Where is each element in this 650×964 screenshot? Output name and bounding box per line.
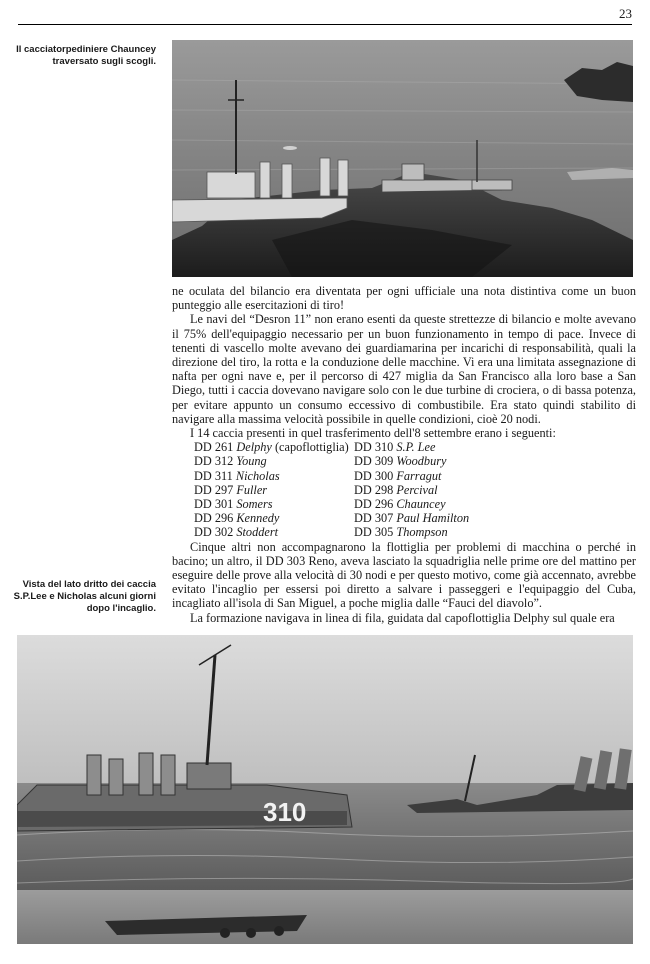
ship-number: DD 311 — [194, 468, 233, 483]
ship-entry — [354, 511, 554, 525]
ship-entry — [354, 525, 554, 539]
ship-entry — [354, 497, 554, 511]
ship-entry — [354, 483, 554, 497]
caption-top: Il cacciatorpediniere Chauncey traversato sugli scogli. — [16, 44, 156, 67]
paragraph: La formazione navigava in linea di fila, guidata dal capoflottiglia Delphy sul quale era — [190, 610, 615, 625]
ship-name: Nicholas — [235, 468, 280, 483]
ship-name: Woodbury — [396, 454, 447, 469]
paragraph: Cinque altri non accompagnarono la flottiglia per problemi di macchina o perché in bacino; un altro, il DD 303 Reno, aveva lasciato la squadriglia nelle prime ore del mattino per eseguire delle prove alla velocità di 30 nodi e per questo motivo, come già accennato, avrebbe evitato l'incaglio per essersi poi diretto a salvare i passeggeri e l'equipaggio del Cuba, incagliato all'isola di San Miguel, a poche miglia dalle “Fauci del diavolo”. — [172, 539, 636, 611]
ship-number: DD 309 — [354, 454, 394, 469]
ship-entry — [194, 525, 354, 539]
paragraph: I 14 caccia presenti in quel trasferimento dell'8 settembre erano i seguenti: — [190, 426, 556, 441]
article-body — [172, 284, 636, 625]
hull-number: 310 — [263, 797, 307, 827]
ship-number: DD 310 — [354, 440, 394, 455]
ship-entry — [194, 469, 354, 483]
ship-number: DD 300 — [354, 468, 394, 483]
ship-entry — [354, 469, 554, 483]
ship-entry — [194, 511, 354, 525]
photo-destroyers-aground — [17, 635, 633, 944]
paragraph: Le navi del “Desron 11” non erano esenti da queste strettezze di bilancio e molte avevano il 75% dell'equipaggio necessario per un buon funzionamento in tempo di pace. Invece di tenenti di vascello molte avevano dei guardiamarina per incarichi di responsabilità, quali la direzione del tiro, la rotta e la conduzione delle macchine. Vi era una limitata assegnazione di nafta per ogni nave e, per il percorso di 427 miglia da San Francisco alla loro base a San Diego, tutti i caccia dovevano navigare solo con le due turbine di crociera, o di bassa potenza, per evitare appunto un consumo eccessivo di combustibile. Era stato quindi stabilito di navigare alla massima velocità possibile in quelle condizioni, cioè 20 nodi. — [172, 312, 636, 426]
ship-number: DD 296 — [194, 511, 234, 526]
ship-number: DD 261 — [194, 440, 234, 455]
ship-entry — [194, 454, 354, 468]
page-number: 23 — [619, 6, 632, 21]
ship-name: Young — [236, 454, 267, 469]
ship-entry — [194, 497, 354, 511]
ship-name: Somers — [236, 497, 273, 512]
ship-name: Thompson — [396, 525, 448, 540]
ship-entry — [194, 483, 354, 497]
header-rule — [18, 24, 632, 25]
ship-list — [172, 440, 636, 539]
ship-name: Paul Hamilton — [396, 511, 470, 526]
ship-number: DD 312 — [194, 454, 234, 469]
ship-name: Farragut — [396, 468, 442, 483]
ship-name: S.P. Lee — [396, 440, 436, 455]
ship-entry — [194, 440, 354, 454]
ship-name: Delphy — [236, 440, 272, 455]
ship-number: DD 307 — [354, 511, 394, 526]
ship-entry — [354, 440, 554, 454]
ship-name: Chauncey — [396, 497, 446, 512]
ship-name: Percival — [396, 482, 438, 497]
ship-note: (capoflottiglia) — [271, 440, 349, 455]
caption-bottom: Vista del lato dritto dei caccia S.P.Lee e Nicholas alcuni giorni dopo l'incaglio. — [13, 579, 156, 614]
ship-number: DD 305 — [354, 525, 394, 540]
paragraph: ne oculata del bilancio era diventata per ogni ufficiale una nota distintiva come un buon punteggio alle esercitazioni di tiro! — [172, 284, 636, 313]
ship-name: Stoddert — [236, 525, 279, 540]
ship-number: DD 297 — [194, 482, 234, 497]
ship-name: Fuller — [236, 482, 268, 497]
ship-entry — [354, 454, 554, 468]
ship-number: DD 298 — [354, 482, 394, 497]
ship-number: DD 301 — [194, 497, 234, 512]
ship-name: Kennedy — [236, 511, 280, 526]
photo-chauncey-on-rocks — [172, 40, 633, 277]
ship-number: DD 296 — [354, 497, 394, 512]
ship-number: DD 302 — [194, 525, 234, 540]
